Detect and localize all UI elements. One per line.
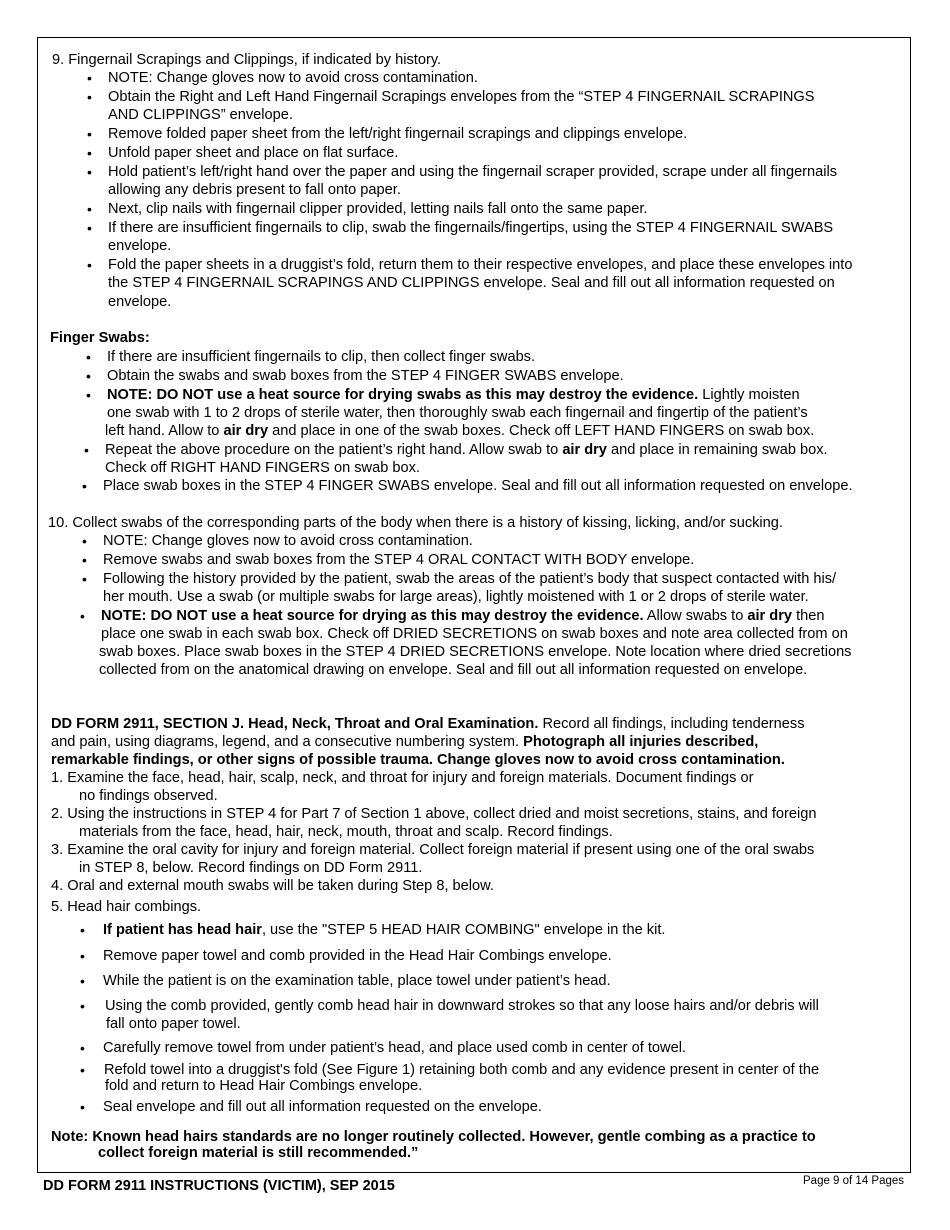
bullet: • <box>86 349 91 365</box>
step-9-item: Remove folded paper sheet from the left/right fingernail scrapings and clippings envelope. <box>108 126 688 142</box>
bold-text: NOTE: DO NOT use a heat source for drying swabs as this may destroy the evidence. <box>107 387 699 403</box>
section-j-step: 1. Examine the face, head, hair, scalp, neck, and throat for injury and foreign materials. Document findings or <box>51 770 754 786</box>
bold-text: Photograph all injuries described, <box>523 734 759 750</box>
text: and place in remaining swab box. <box>606 442 828 458</box>
finger-swabs-item: one swab with 1 to 2 drops of sterile water, then thoroughly swab each fingernail and fingertip of the patient’s <box>107 405 808 421</box>
hair-combing-item: fall onto paper towel. <box>106 1016 241 1032</box>
bullet: • <box>87 201 92 217</box>
section-j-intro: remarkable findings, or other signs of possible trauma. Change gloves now to avoid cross contamination. <box>51 752 785 768</box>
step-9-item: Fold the paper sheets in a druggist’s fold, return them to their respective envelopes, and place these envelopes into <box>108 257 853 273</box>
finger-swabs-heading: Finger Swabs: <box>50 330 150 346</box>
bullet: • <box>87 164 92 180</box>
bold-text: DD FORM 2911, SECTION J. Head, Neck, Throat and Oral Examination. <box>51 716 539 732</box>
bullet: • <box>80 608 85 624</box>
bullet: • <box>80 1040 85 1056</box>
finger-swabs-item <box>105 422 814 440</box>
bullet: • <box>87 126 92 142</box>
form-footer-title: DD FORM 2911 INSTRUCTIONS (VICTIM), SEP 2015 <box>43 1178 395 1194</box>
section-j-step: 4. Oral and external mouth swabs will be taken during Step 8, below. <box>51 878 494 894</box>
bullet: • <box>82 571 87 587</box>
hair-combing-item: While the patient is on the examination table, place towel under patient’s head. <box>103 973 611 989</box>
bullet: • <box>87 257 92 273</box>
bullet: • <box>80 948 85 964</box>
bold-text: NOTE: DO NOT use a heat source for drying as this may destroy the evidence. <box>101 608 644 624</box>
text: then <box>792 608 825 624</box>
note: Note: Known head hairs standards are no longer routinely collected. However, gentle combing as a practice to <box>51 1129 816 1145</box>
step-10-item: collected from on the anatomical drawing on envelope. Seal and fill out all information requested on envelope. <box>99 662 808 678</box>
section-j-intro <box>51 733 758 751</box>
step-9-item: envelope. <box>108 238 172 254</box>
text: Lightly moisten <box>698 387 800 403</box>
finger-swabs-note <box>107 386 800 404</box>
hair-combing-item: Remove paper towel and comb provided in the Head Hair Combings envelope. <box>103 948 612 964</box>
step-9-item: If there are insufficient fingernails to clip, swab the fingernails/fingertips, using the STEP 4 FINGERNAIL SWABS <box>108 220 834 236</box>
bullet: • <box>87 89 92 105</box>
text: , use the "STEP 5 HEAD HAIR COMBING" envelope in the kit. <box>261 922 666 938</box>
bullet: • <box>87 220 92 236</box>
bullet: • <box>86 387 91 403</box>
step-10-item: place one swab in each swab box. Check off DRIED SECRETIONS on swab boxes and note area collected from on <box>101 626 848 642</box>
section-j-title <box>51 715 805 733</box>
bullet: • <box>80 1099 85 1115</box>
bullet: • <box>86 368 91 384</box>
section-j-step: materials from the face, head, hair, neck, mouth, throat and scalp. Record findings. <box>79 824 613 840</box>
step-9-item: Hold patient’s left/right hand over the paper and using the fingernail scraper provided, scrape under all fingernails <box>108 164 838 180</box>
bullet: • <box>84 442 89 458</box>
bullet: • <box>80 1062 85 1078</box>
bold-text: air dry <box>747 608 793 624</box>
bold-text: air dry <box>223 423 269 439</box>
finger-swabs-item <box>105 441 828 459</box>
hair-combing-item: Carefully remove towel from under patient’s head, and place used comb in center of towel. <box>103 1040 686 1056</box>
bold-text: If patient has head hair <box>103 922 262 938</box>
page-number: Page 9 of 14 Pages <box>803 1175 905 1187</box>
section-j-step: no findings observed. <box>79 788 218 804</box>
hair-combing-item: Refold towel into a druggist's fold (See Figure 1) retaining both comb and any evidence present in center of the <box>104 1062 820 1078</box>
step-9-item: the STEP 4 FINGERNAIL SCRAPINGS AND CLIPPINGS envelope. Seal and fill out all information requested on <box>108 275 835 291</box>
text: Allow swabs to <box>643 608 748 624</box>
bullet: • <box>80 922 85 938</box>
bullet: • <box>82 533 87 549</box>
step-9-item: Obtain the Right and Left Hand Fingernail Scrapings envelopes from the “STEP 4 FINGERNAIL SCRAPINGS <box>108 89 815 105</box>
step-10-heading: 10. Collect swabs of the corresponding parts of the body when there is a history of kissing, licking, and/or sucking. <box>48 515 783 531</box>
note: collect foreign material is still recommended.” <box>98 1145 419 1161</box>
hair-combing-item: Seal envelope and fill out all information requested on the envelope. <box>103 1099 542 1115</box>
step-9-item: Next, clip nails with fingernail clipper provided, letting nails fall onto the same paper. <box>108 201 648 217</box>
step-10-note <box>101 607 824 625</box>
step-9-item: AND CLIPPINGS” envelope. <box>108 107 293 123</box>
section-j-step: 2. Using the instructions in STEP 4 for Part 7 of Section 1 above, collect dried and moist secretions, stains, and foreign <box>51 806 817 822</box>
text: Record all findings, including tenderness <box>538 716 805 732</box>
bullet: • <box>80 998 85 1014</box>
bullet: • <box>82 478 87 494</box>
hair-combing-item: Using the comb provided, gently comb head hair in downward strokes so that any loose hairs and/or debris will <box>105 998 819 1014</box>
step-9-item: allowing any debris present to fall onto paper. <box>108 182 401 198</box>
step-9-heading: 9. Fingernail Scrapings and Clippings, if indicated by history. <box>52 52 442 68</box>
step-9-note: NOTE: Change gloves now to avoid cross contamination. <box>108 70 478 86</box>
hair-combing-item <box>103 921 665 939</box>
finger-swabs-item: If there are insufficient fingernails to clip, then collect finger swabs. <box>107 349 536 365</box>
step-10-item: Remove swabs and swab boxes from the STEP 4 ORAL CONTACT WITH BODY envelope. <box>103 552 695 568</box>
step-9-item: Unfold paper sheet and place on flat surface. <box>108 145 399 161</box>
text: Repeat the above procedure on the patient’s right hand. Allow swab to <box>105 442 563 458</box>
text: and pain, using diagrams, legend, and a consecutive numbering system. <box>51 734 524 750</box>
bullet: • <box>87 70 92 86</box>
text: left hand. Allow to <box>105 423 224 439</box>
step-9-item: envelope. <box>108 294 172 310</box>
bullet: • <box>82 552 87 568</box>
section-j-step: 3. Examine the oral cavity for injury and foreign material. Collect foreign material if present using one of the oral swabs <box>51 842 815 858</box>
text: and place in one of the swab boxes. Check off LEFT HAND FINGERS on swab box. <box>268 423 815 439</box>
bold-text: air dry <box>562 442 607 458</box>
bullet: • <box>80 973 85 989</box>
step-10-item: swab boxes. Place swab boxes in the STEP 4 DRIED SECRETIONS envelope. Note location where dried secretions <box>99 644 852 660</box>
hair-combing-item: fold and return to Head Hair Combings envelope. <box>105 1078 423 1094</box>
finger-swabs-item: Check off RIGHT HAND FINGERS on swab box. <box>105 460 420 476</box>
section-j-step: 5. Head hair combings. <box>51 899 202 915</box>
step-10-item: Following the history provided by the patient, swab the areas of the patient’s body that suspect contacted with his/ <box>103 571 837 587</box>
step-10-note: NOTE: Change gloves now to avoid cross contamination. <box>103 533 473 549</box>
section-j-step: in STEP 8, below. Record findings on DD Form 2911. <box>79 860 423 876</box>
finger-swabs-item: Obtain the swabs and swab boxes from the STEP 4 FINGER SWABS envelope. <box>107 368 624 384</box>
bullet: • <box>87 145 92 161</box>
finger-swabs-item: Place swab boxes in the STEP 4 FINGER SWABS envelope. Seal and fill out all information requested on envelope. <box>103 478 853 494</box>
step-10-item: her mouth. Use a swab (or multiple swabs for large areas), lightly moistened with 1 or 2 drops of sterile water. <box>103 589 809 605</box>
